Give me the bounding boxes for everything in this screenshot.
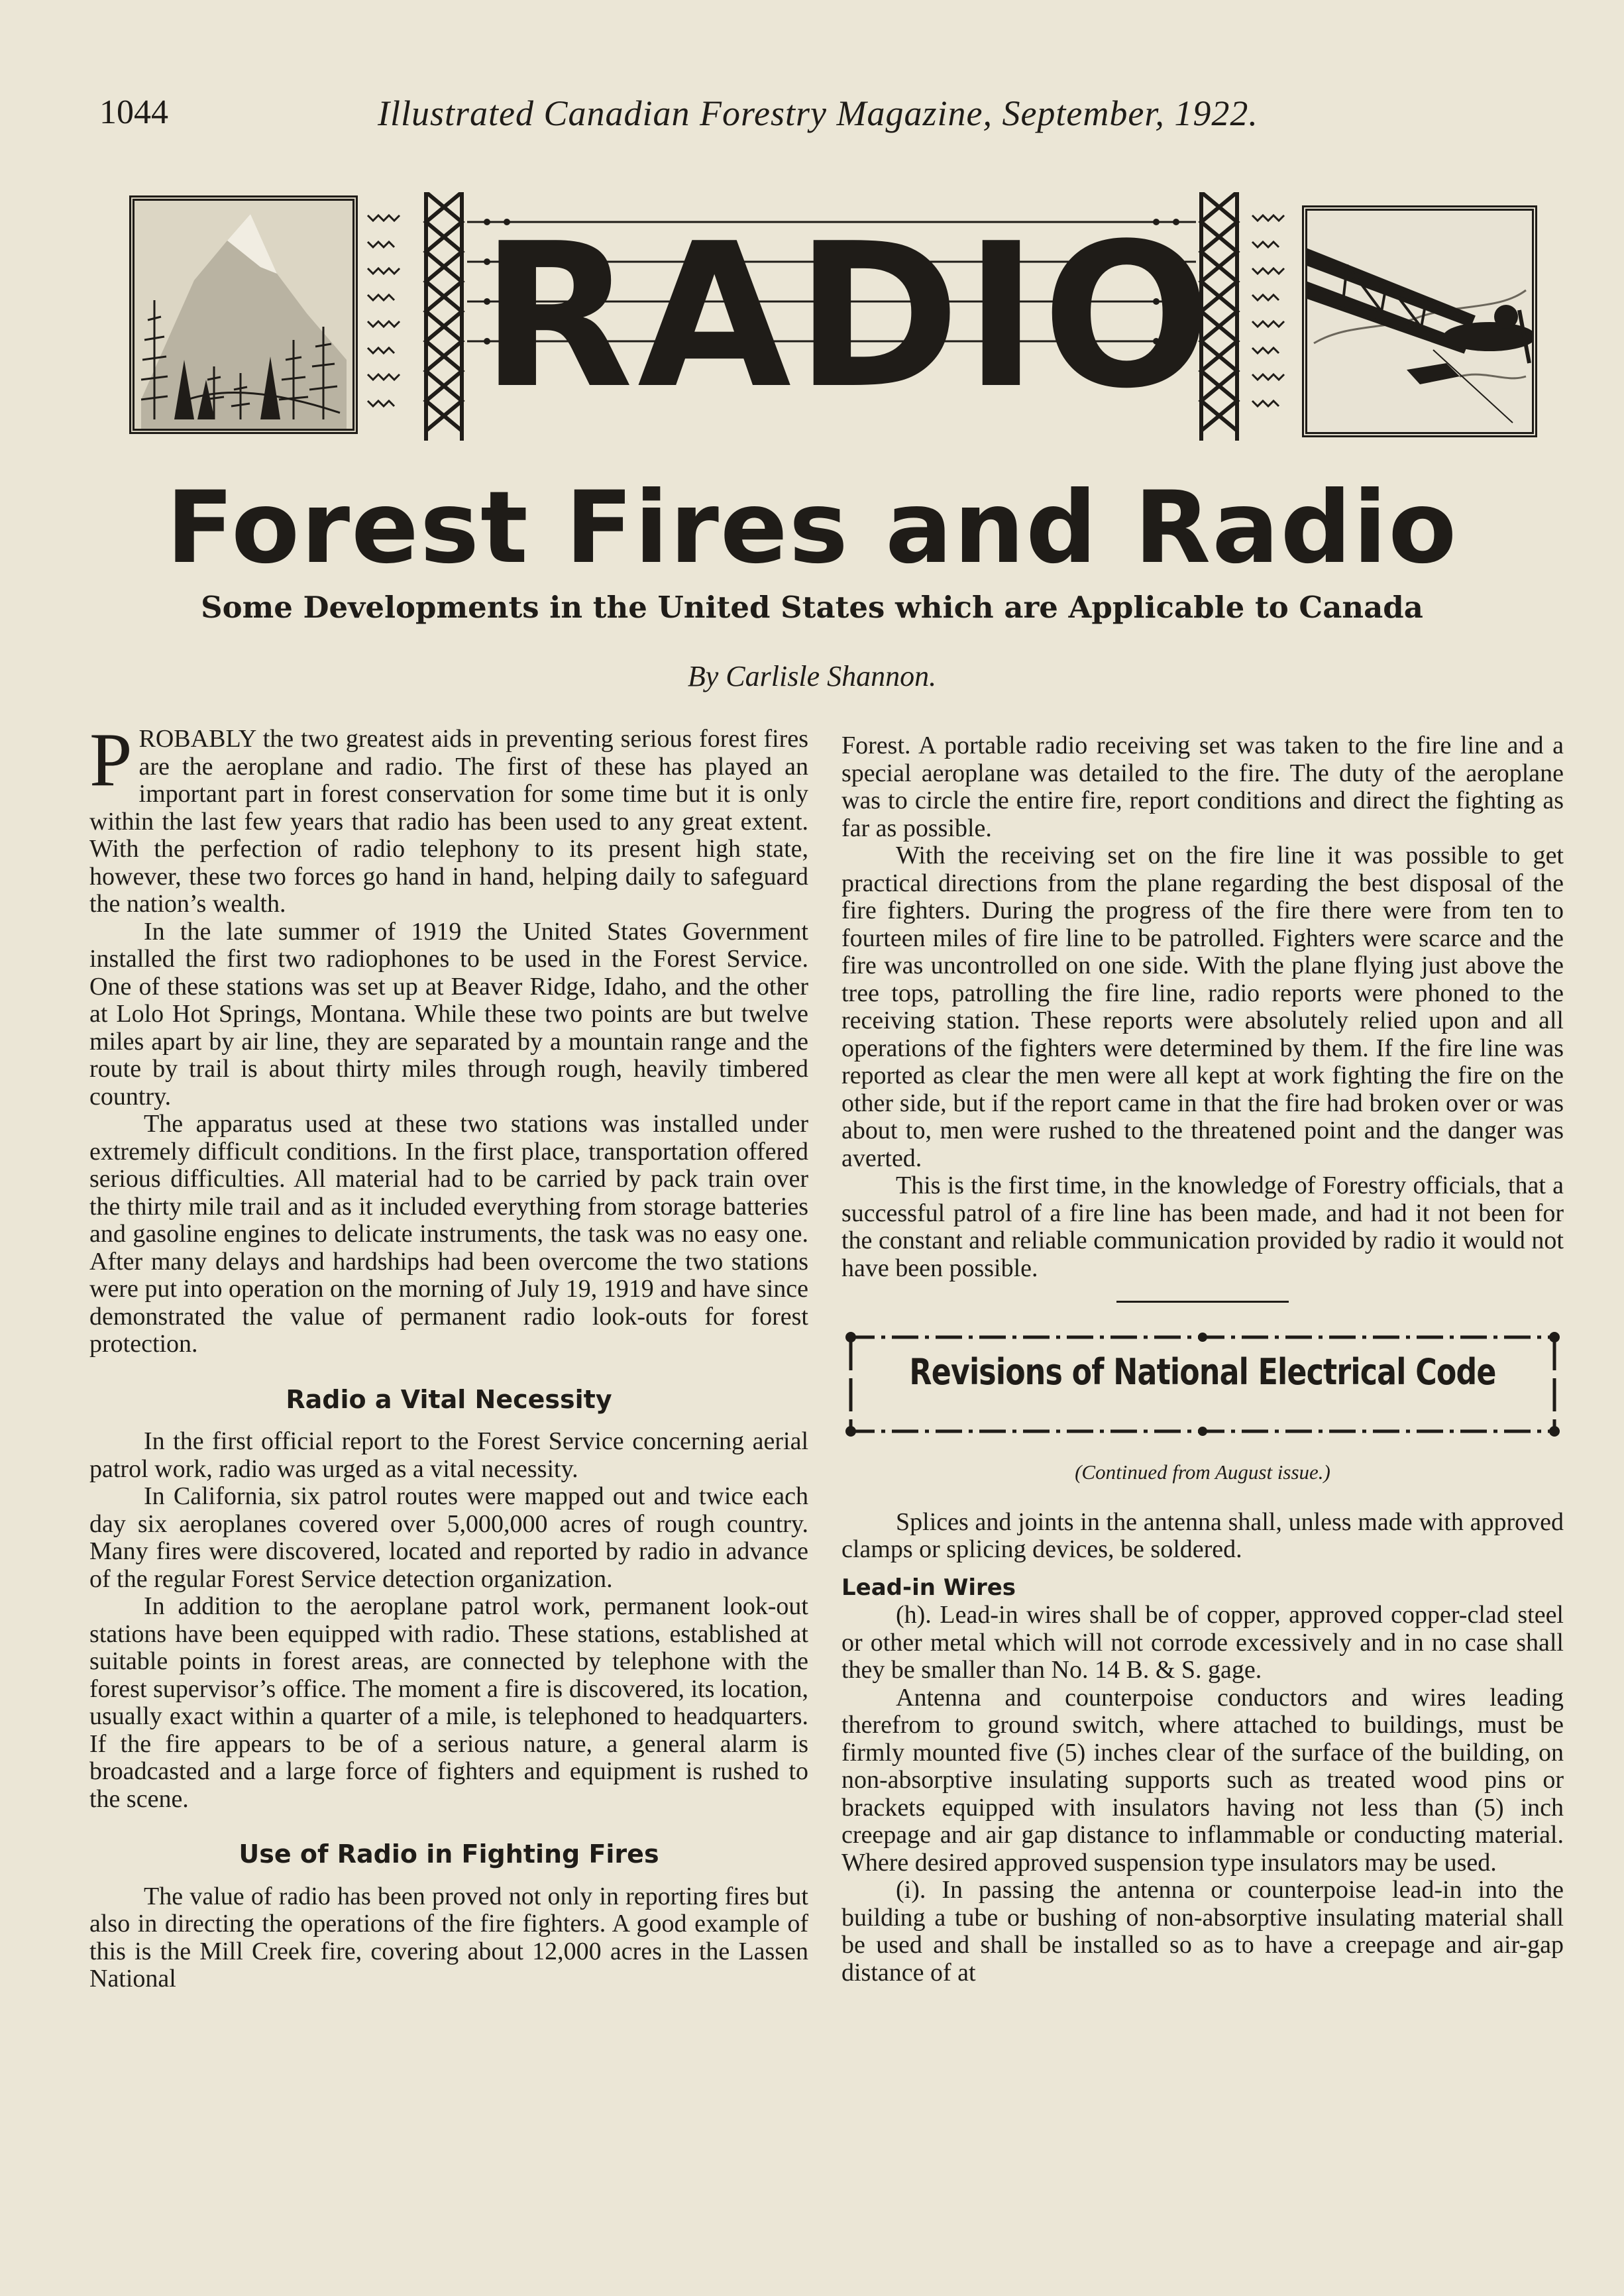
paragraph: With the receiving set on the fire line it was possible to get practical directions from the plane regarding the best disposal of the fire fighters. During the progress of the fire there were from ten to fourteen miles of fire line to be patrolled. Fighters were scarce and the fire was uncontrolled on one side. With the plane flying just above the tree tops, patrolling the fire line, radio reports were phoned to the receiving station. These reports were absolutely relied upon and all operations of the fighters were determined by them. If the fire line was reported as clear the men were all kept at work fighting the fire on the other side, but if the report came in that the fire had broken over or was about to, men were rushed to the threatened point and the danger was averted. — [841, 842, 1564, 1172]
paragraph: (h). Lead-in wires shall be of copper, approved copper-clad steel or other metal which will not corrode excessively and in no case shall they be smaller than No. 14 B. & S. gage. — [841, 1601, 1564, 1684]
drop-cap: P — [89, 718, 133, 802]
article-title: Forest Fires and Radio — [166, 470, 1458, 586]
biplane-icon — [1307, 211, 1532, 432]
paragraph: Antenna and counterpoise conductors and wires leading therefrom to ground switch, where attached to buildings, must be firmly mounted five (5) inches clear of the surface of the building, on non-absorptive insulating supports such as treated wood pins or brackets equipped with insulators having not less than (5) inch creepage and air gap distance to inflammable or conducting material. Where desired approved suspension type insulators may be used. — [841, 1683, 1564, 1877]
section-heading-use-of-radio: Use of Radio in Fighting Fires — [239, 1839, 659, 1869]
mountain-forest-icon — [135, 201, 352, 429]
code-article-title: Revisions of National Electrical Code — [909, 1351, 1496, 1393]
paragraph: (i). In passing the antenna or counterpoise lead-in into the building a tube or bushing of non-absorptive insulating material shall be used and shall be installed so as to have a creepage and air-gap distance of at — [841, 1876, 1564, 1987]
paragraph: This is the first time, in the knowledge of Forestry officials, that a successful patrol of a fire line has been made, and had it not been for the constant and reliable communication provided by radio it would not have been possible. — [841, 1172, 1564, 1282]
paragraph: Forest. A portable radio receiving set was taken to the fire line and a special aeroplane was detailed to the fire. The duty of the aeroplane was to circle the entire fire, report conditions and direct the fighting as far as possible. — [841, 732, 1564, 842]
paragraph: PROBABLY the two greatest aids in preventing serious forest fires are the aeroplane and radio. The first of these has played an important part in forest conservation for some time but it is only within the last few years that radio has been used to any great extent. With the perfection of radio telephony to its present high state, however, these two forces go hand in hand, helping daily to safeguard the nation’s wealth. — [89, 718, 808, 918]
paragraph: The value of radio has been proved not only in reporting fires but also in directing the operations of the fire fighters. A good example of this is the Mill Creek fire, covering about 12,000 acres in the Lassen National — [89, 1882, 808, 1993]
section-heading-radio-vital-necessity: Radio a Vital Necessity — [286, 1384, 612, 1414]
right-column — [841, 732, 1564, 1987]
continued-note: (Continued from August issue.) — [1075, 1460, 1330, 1484]
divider-rule — [1116, 1301, 1289, 1303]
page-number: 1044 — [99, 93, 168, 131]
paragraph: The apparatus used at these two stations was installed under extremely difficult conditions. In the first place, transportation offered serious difficulties. All material had to be carried by pack train over the thirty mile trail and as it included everything from storage batteries and gasoline engines to delicate instruments, the task was no easy one. After many delays and hardships had been overcome the two stations were put into operation on the morning of July 19, 1919 and have since demonstrated the value of permanent radio look-outs for forest protection. — [89, 1110, 808, 1358]
banner-radio-word: RADIO — [480, 201, 1215, 432]
paragraph: In California, six patrol routes were mapped out and twice each day six aeroplanes covered over 5,000,000 acres of rough country. Many fires were discovered, located and reported by radio in advance of the regular Forest Service detection organization. — [89, 1482, 808, 1593]
antenna-tower-left-icon — [421, 192, 467, 441]
article-subtitle: Some Developments in the United States which are Applicable to Canada — [201, 590, 1423, 625]
paragraph: In addition to the aeroplane patrol work, permanent look-out stations have been equipped with radio. These stations, established at suitable points in forest areas, are connected by telephone with the forest supervisor’s office. The moment a fire is discovered, its location, usually exact within a quarter of a mile, is telephoned to headquarters. If the fire appears to be of a serious nature, a general alarm is broadcasted and a large force of fighters and equipment is rushed to the scene. — [89, 1592, 808, 1813]
paragraph: In the late summer of 1919 the United States Government installed the first two radiophones to be used in the Forest Service. One of these stations was set up at Beaver Ridge, Idaho, and the other at Lolo Hot Springs, Montana. While these two points are but twelve miles apart by air line, they are separated by a mountain range and the route by trail is about thirty miles through rough, heavily timbered country. — [89, 917, 808, 1111]
wave-decoration-left-icon — [364, 202, 417, 427]
subheading-lead-in-wires: Lead-in Wires — [841, 1574, 1016, 1601]
running-head — [99, 93, 1531, 146]
code-article-title-box — [841, 1325, 1564, 1441]
paragraph: Splices and joints in the antenna shall, unless made with approved clamps or splicing devices, be soldered. — [841, 1507, 1564, 1563]
byline: By Carlisle Shannon. — [687, 660, 937, 692]
antenna-tower-right-icon — [1196, 192, 1242, 441]
paragraph: In the first official report to the Forest Service concerning aerial patrol work, radio was urged as a vital necessity. — [89, 1427, 808, 1483]
left-column — [89, 718, 808, 1993]
radio-banner — [129, 189, 1537, 444]
biplane-illustration — [1302, 205, 1537, 437]
wave-decoration-right-icon — [1249, 202, 1302, 427]
mountain-forest-illustration — [129, 195, 358, 434]
magazine-title: Illustrated Canadian Forestry Magazine, September, 1922. — [378, 93, 1258, 133]
